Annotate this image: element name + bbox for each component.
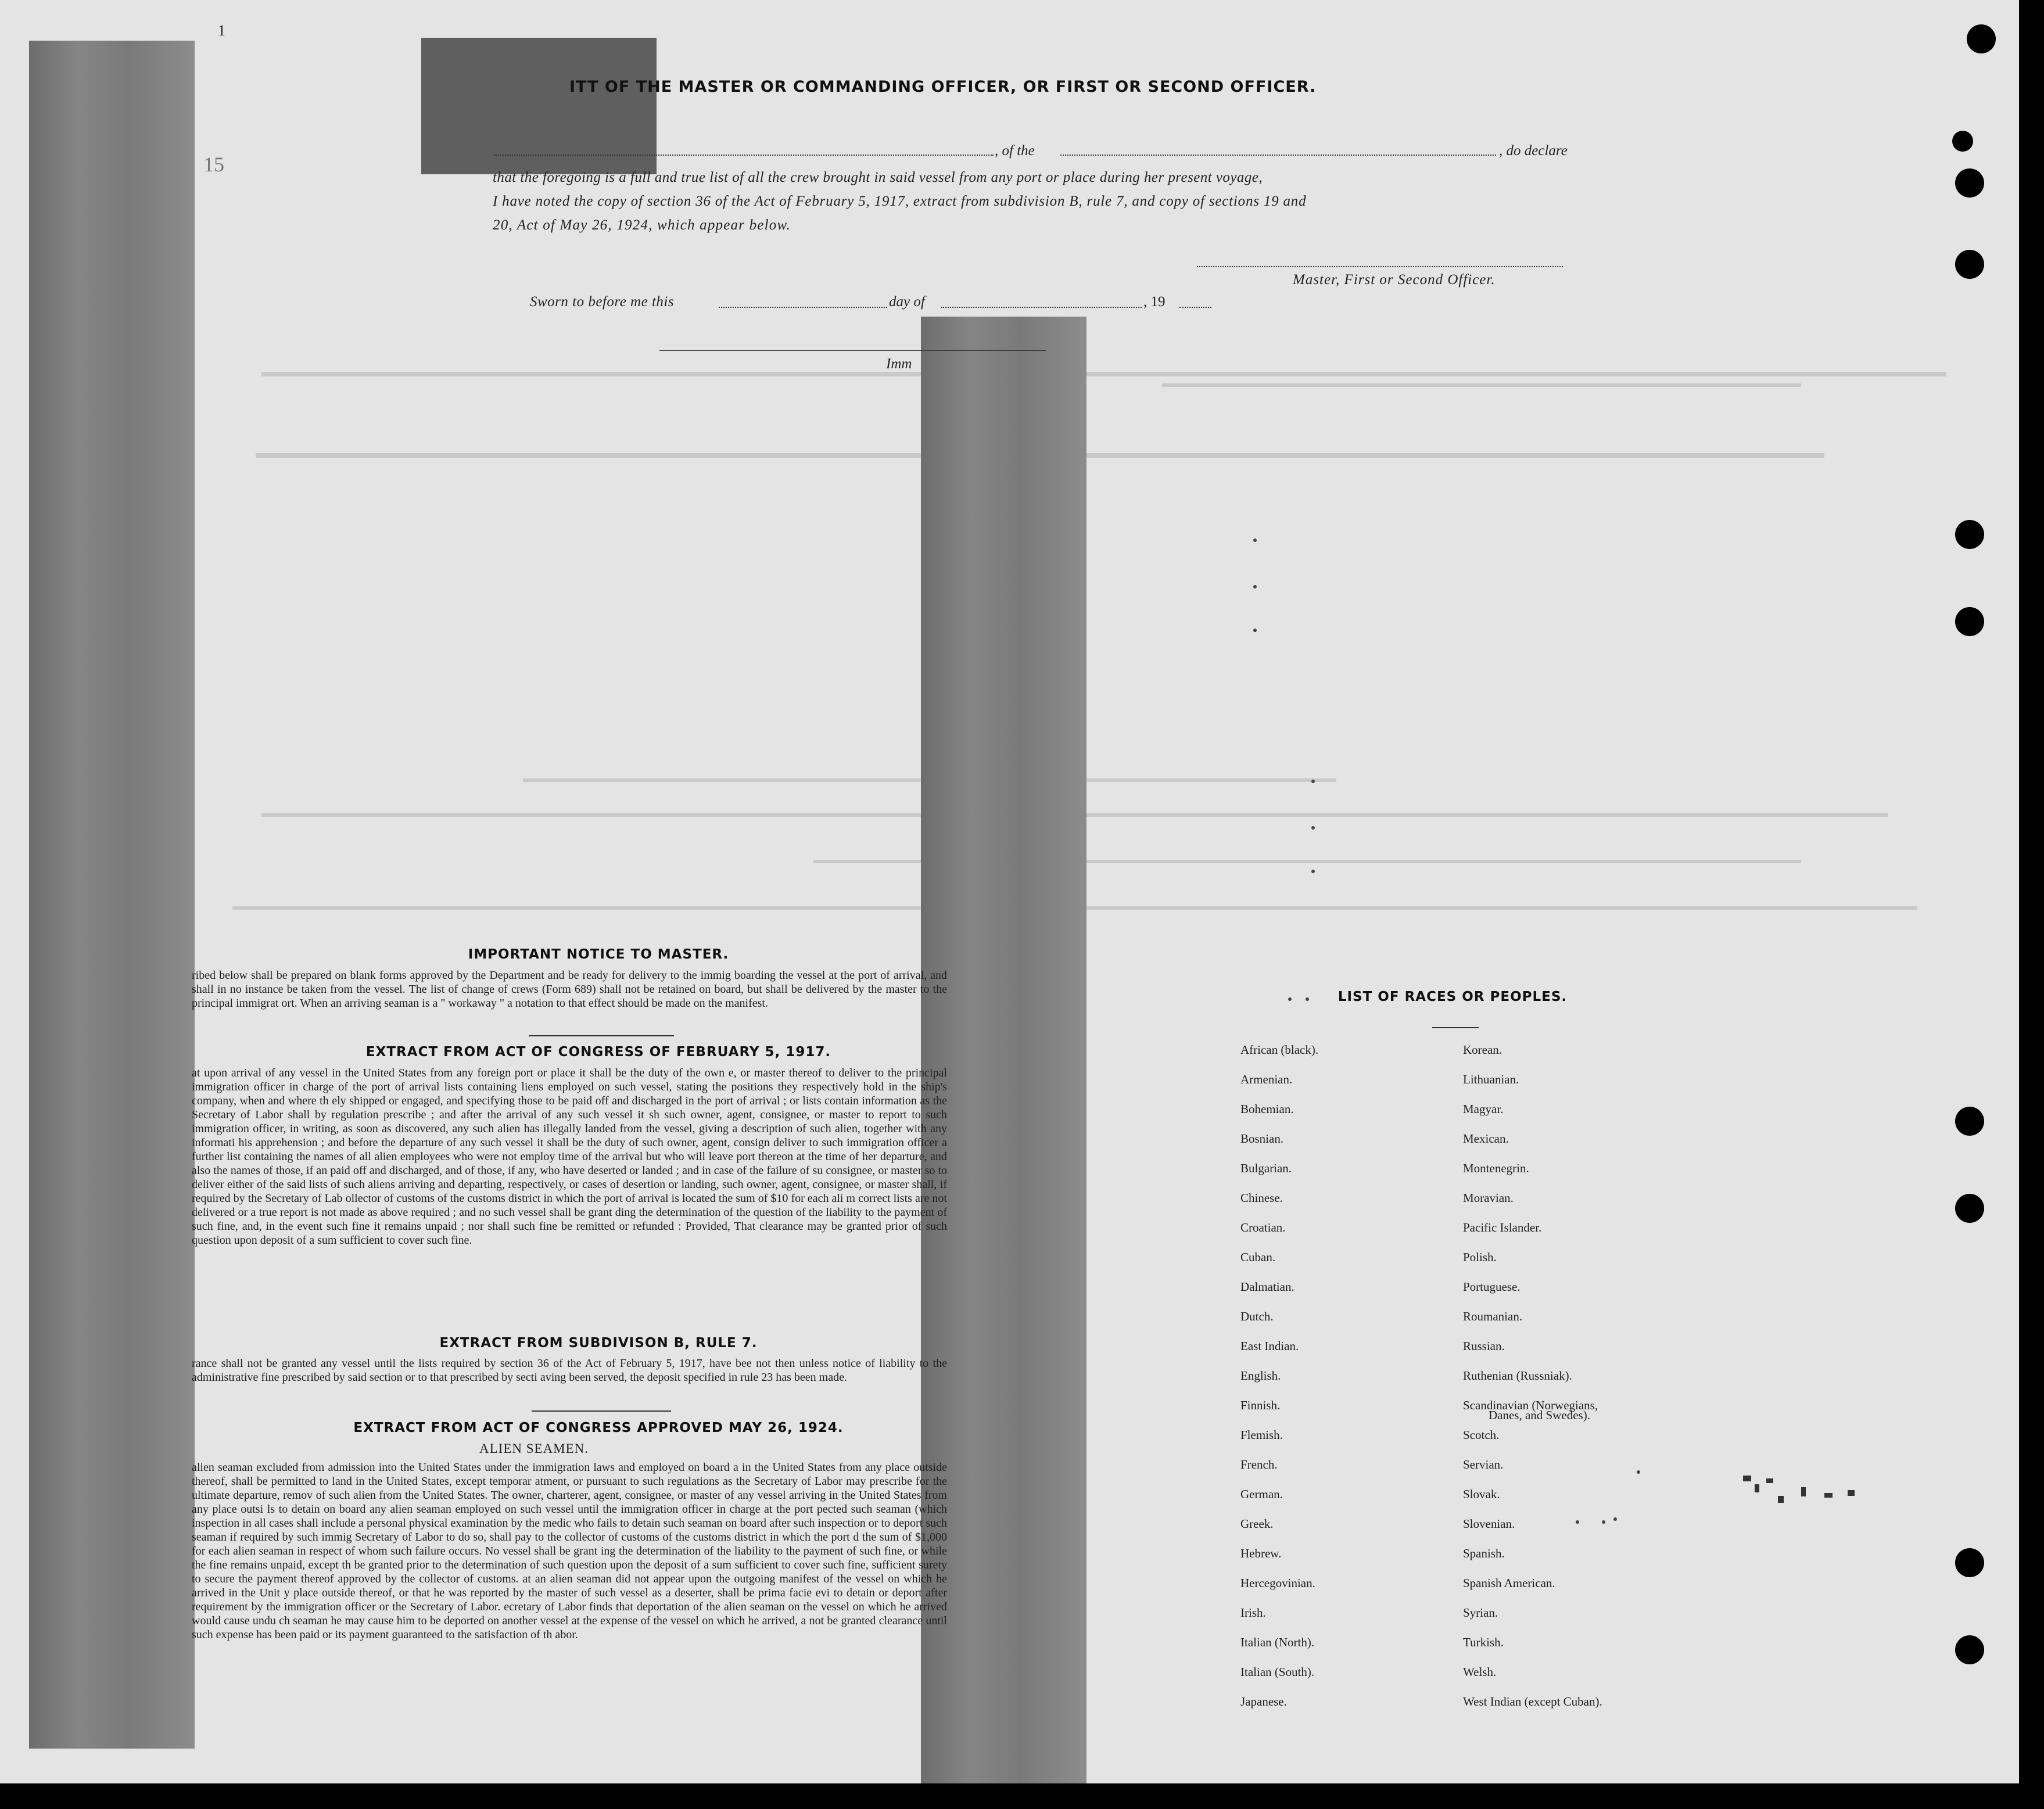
race-item: Greek. bbox=[1240, 1517, 1274, 1531]
race-item: Flemish. bbox=[1240, 1428, 1283, 1442]
race-item: Russian. bbox=[1463, 1339, 1505, 1353]
race-item: Chinese. bbox=[1240, 1191, 1283, 1205]
race-item: Finnish. bbox=[1240, 1398, 1281, 1412]
race-item: Lithuanian. bbox=[1463, 1072, 1519, 1086]
race-item: Bohemian. bbox=[1240, 1102, 1294, 1116]
race-item: Cuban. bbox=[1240, 1250, 1276, 1264]
corner-page-number: 1 bbox=[218, 22, 225, 39]
races-scandinavian-cont-text: Danes, and Swedes). bbox=[1489, 1408, 1590, 1422]
race-item: Turkish. bbox=[1463, 1635, 1504, 1649]
race-item: Mexican. bbox=[1463, 1132, 1509, 1146]
officer-signature-label: Master, First or Second Officer. bbox=[1293, 272, 1496, 288]
race-item: Roumanian. bbox=[1463, 1309, 1523, 1323]
race-item: Magyar. bbox=[1463, 1102, 1504, 1116]
rule7-divider bbox=[532, 1410, 671, 1412]
day-of-text: day of bbox=[889, 294, 925, 310]
race-item: French. bbox=[1240, 1458, 1278, 1471]
inspector-signature-line bbox=[659, 350, 1046, 351]
race-item: Japanese. bbox=[1240, 1695, 1287, 1708]
race-item: Moravian. bbox=[1463, 1191, 1514, 1205]
race-item: Montenegrin. bbox=[1463, 1161, 1529, 1175]
declaration-line-3: 20, Act of May 26, 1924, which appear below. bbox=[493, 217, 791, 233]
punch-hole bbox=[1955, 250, 1984, 279]
race-item: Scandinavian (Norwegians, bbox=[1463, 1398, 1598, 1412]
extract-1924-subtitle: ALIEN SEAMEN. bbox=[479, 1441, 589, 1456]
races-right-column bbox=[1463, 1043, 1707, 1717]
race-item: Slovenian. bbox=[1463, 1517, 1515, 1531]
races-left-column bbox=[1240, 1043, 1461, 1717]
race-item: Dalmatian. bbox=[1240, 1280, 1294, 1294]
punch-hole bbox=[1955, 1635, 1984, 1664]
punch-hole bbox=[1955, 168, 1984, 198]
race-item: Spanish American. bbox=[1463, 1576, 1555, 1590]
race-item: Armenian. bbox=[1240, 1072, 1293, 1086]
race-item: Irish. bbox=[1240, 1606, 1266, 1620]
races-scandinavian-continuation bbox=[1489, 1408, 1590, 1423]
punch-hole bbox=[1955, 520, 1984, 549]
sworn-day-blank bbox=[719, 307, 887, 308]
extract-1924-title: EXTRACT FROM ACT OF CONGRESS APPROVED MAY 26, 1924. bbox=[353, 1420, 844, 1435]
race-item: Italian (South). bbox=[1240, 1665, 1315, 1679]
of-the-text: , of the bbox=[995, 143, 1035, 159]
margin-page-number: 15 bbox=[203, 153, 224, 176]
race-item: East Indian. bbox=[1240, 1339, 1299, 1353]
vessel-blank bbox=[1060, 155, 1496, 156]
year-prefix-text: , 19 bbox=[1143, 294, 1166, 310]
extract-rule7-text: rance shall not be granted any vessel until the lists required by section 36 of the Act of February 5, 1917, have bee not then unless notice of liability to the administrative fine prescribed by said section or to that prescribed by secti aving been served, the deposit specified in rule 23 has been made. bbox=[192, 1357, 947, 1384]
race-item: Croatian. bbox=[1240, 1221, 1286, 1234]
extract-1917-text: at upon arrival of any vessel in the United States from any foreign port or place it shall be the duty of the own e, or master thereof to deliver to the principal immigration officer in charge of the port of arrival lists containing liens employed on such vessel, stating the positions they respectively hold in the ship's company, when and where th ely shipped or engaged, and specifying those to be paid off and discharged in the port of arrival ; or lists contain information as the Secretary of Labor shall by regulation prescribe ; and after the arrival of any such vessel it sh such owner, agent, consignee, or master to report to such immigration officer, in writing, as soon as discovered, any such alien has illegally landed from the vessel, giving a description of such alien, together with any informati his apprehension ; and before the departure of any such vessel it shall be the duty of such owner, agent, consign deliver to such immigration officer a further list containing the names of all alien employees who were not employ time of the arrival but who will leave port thereon at the time of her departure, and also the names of those, if an paid off and discharged, and of those, if any, who have deserted or landed ; and in case of the failure of su consignee, or master so to deliver either of the said lists of such aliens arriving and departing, respectively, or cases of desertion or landing, such owner, agent, consignee, or master shall, if required by the Secretary of Lab ollector of customs of the customs district in which the port of arrival is located the sum of $10 for each ali m correct lists are not delivered or a true report is not made as above required ; and no such vessel shall be grant ding the determination of the question of the liability to the payment of such fine, and, in the event such fine it remains unpaid ; nor shall such fine be remitted or refunded : Provided, That clearance may be granted prior of such question upon deposit of a sum sufficient to cover such fine. bbox=[192, 1067, 947, 1247]
punch-hole bbox=[1955, 1548, 1984, 1577]
race-item: Polish. bbox=[1463, 1250, 1497, 1264]
declaration-line-1: that the foregoing is a full and true list of all the crew brought in said vessel from any port or place during her present voyage, bbox=[493, 170, 1263, 185]
race-item: Bosnian. bbox=[1240, 1132, 1284, 1146]
races-divider bbox=[1432, 1027, 1479, 1028]
do-declare-text: , do declare bbox=[1499, 143, 1568, 159]
race-item: Korean. bbox=[1463, 1043, 1502, 1057]
notice-text: ribed below shall be prepared on blank forms approved by the Department and be ready for delivery to the immig boarding the vessel at the port of arrival, and shall in no instance be taken from the vessel. The list of change of crews (Form 689) shall not be retained on board, but shall be delivered by the master to the principal immigrat ort. When an arriving seaman is a " workaway " a notation to that effect should be made on the manifest. bbox=[192, 969, 947, 1010]
race-item: Pacific Islander. bbox=[1463, 1221, 1542, 1234]
declaration-line-2: I have noted the copy of section 36 of the Act of February 5, 1917, extract from subdivision B, rule 7, and copy of sections 19 and bbox=[493, 193, 1307, 209]
race-item: African (black). bbox=[1240, 1043, 1319, 1057]
name-blank bbox=[494, 155, 994, 156]
extract-rule7-title: EXTRACT FROM SUBDIVISON B, RULE 7. bbox=[439, 1336, 758, 1351]
punch-hole bbox=[1952, 131, 1973, 152]
race-item: Spanish. bbox=[1463, 1546, 1505, 1560]
races-title: LIST OF RACES OR PEOPLES. bbox=[1337, 989, 1568, 1004]
punch-hole bbox=[1955, 607, 1984, 636]
race-item: West Indian (except Cuban). bbox=[1463, 1695, 1602, 1708]
redaction-block bbox=[421, 38, 657, 174]
race-item: Dutch. bbox=[1240, 1309, 1274, 1323]
sworn-before-text: Sworn to before me this bbox=[530, 294, 675, 310]
race-item: Syrian. bbox=[1463, 1606, 1498, 1620]
punch-hole bbox=[1955, 1107, 1984, 1136]
race-item: Hercegovinian. bbox=[1240, 1576, 1315, 1590]
notice-title: IMPORTANT NOTICE TO MASTER. bbox=[468, 947, 729, 962]
race-item: Slovak. bbox=[1463, 1487, 1500, 1501]
sworn-year-blank bbox=[1179, 307, 1211, 308]
punch-hole bbox=[1955, 1194, 1984, 1223]
race-item: Italian (North). bbox=[1240, 1635, 1315, 1649]
extract-1924-text: alien seaman excluded from admission into the United States under the immigration laws and employed on board a in the United States from any place outside thereof, shall be permitted to land in the United States, except temporar atment, or pursuant to such regulations as the Secretary of Labor may prescribe for the ultimate departure, remov of such alien from the United States. The owner, charterer, agent, consignee, or master of any vessel arriving in the United States from any place outsi ls to detain on board any alien seaman employed on such vessel until the immigration officer in charge at the port pected such seaman (which inspection in all cases shall include a personal physical examination by the medic who fails to detain such seaman on board after such inspection or to deport such seaman if required by such immig Secretary of Labor to do so, shall pay to the collector of customs of the customs district in which the port d the sum of $1,000 for each alien seaman in respect of whom such failure occurs. No vessel shall be grant ing the determination of the liability to the payment of such fine, or while the fine remains unpaid, except th be granted prior to the determination of such question upon the deposit of a sum sufficient to cover such fine, sufficient surety to secure the payment thereof approved by the collector of customs. at an alien seaman did not appear upon the outgoing manifest of the vessel on which he arrived in the Unit y place outside thereof, or that he was reported by the master of such vessel as a deserter, shall be prima facie evi to detain or deport after requirement by the immigration officer or the Secretary of Labor. ecretary of Labor finds that deportation of the alien seaman on the vessel on which he arrived would cause undu ch seaman he may cause him to be deported on another vessel at the expense of the vessel on which he arrived, a not be granted clearance until such expense has been paid or its payment guaranteed to the satisfaction of th abor. bbox=[192, 1461, 947, 1641]
race-item: Welsh. bbox=[1463, 1665, 1497, 1679]
inspector-label: Imm bbox=[886, 356, 912, 372]
race-item: Ruthenian (Russniak). bbox=[1463, 1369, 1572, 1383]
punch-hole bbox=[1967, 24, 1996, 53]
race-item: German. bbox=[1240, 1487, 1283, 1501]
notice-divider bbox=[529, 1035, 674, 1036]
affidavit-title: ITT OF THE MASTER OR COMMANDING OFFICER, OR FIRST OR SECOND OFFICER. bbox=[569, 78, 1317, 96]
race-item: Servian. bbox=[1463, 1458, 1504, 1471]
race-item: Bulgarian. bbox=[1240, 1161, 1292, 1175]
sworn-month-blank bbox=[941, 307, 1142, 308]
race-item: Hebrew. bbox=[1240, 1546, 1282, 1560]
officer-signature-line bbox=[1197, 266, 1563, 267]
left-tape-strip bbox=[29, 41, 195, 1749]
race-item: Scotch. bbox=[1463, 1428, 1500, 1442]
race-item: Portuguese. bbox=[1463, 1280, 1521, 1294]
extract-1917-title: EXTRACT FROM ACT OF CONGRESS OF FEBRUARY 5, 1917. bbox=[365, 1045, 831, 1060]
race-item: English. bbox=[1240, 1369, 1281, 1383]
